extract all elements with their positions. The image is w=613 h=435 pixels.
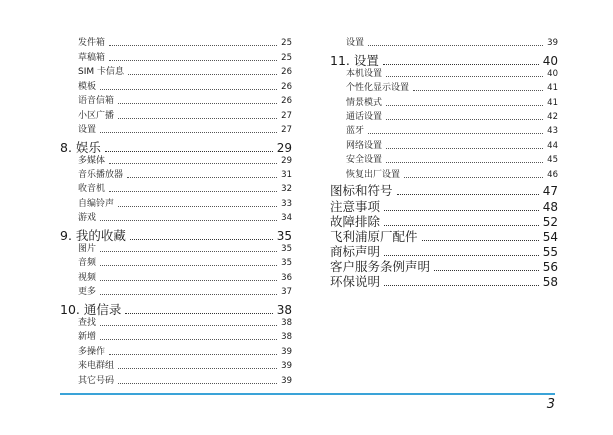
toc-entry-page-number: 29	[276, 141, 292, 155]
toc-entry-page-number: 39	[547, 38, 558, 48]
toc-entry-label: 9. 我的收藏	[60, 228, 126, 243]
toc-subsection-entry[interactable]	[330, 97, 558, 109]
toc-dot-leader	[422, 240, 539, 241]
toc-entry-label: 商标声明	[330, 244, 381, 259]
toc-entry-page-number: 56	[542, 260, 558, 274]
toc-dot-leader	[397, 194, 539, 195]
toc-dot-leader	[130, 239, 273, 240]
toc-subsection-entry[interactable]	[330, 140, 558, 152]
toc-entry-label: 发件箱	[78, 38, 106, 48]
toc-section-entry[interactable]	[60, 228, 292, 244]
toc-entry-label: 更多	[78, 287, 97, 297]
toc-dot-leader	[386, 148, 543, 149]
toc-entry-page-number: 26	[281, 96, 292, 106]
toc-dot-leader	[386, 119, 543, 120]
toc-dot-leader	[109, 45, 277, 46]
toc-entry-label: 环保说明	[330, 274, 381, 289]
toc-entry-label: 注意事项	[330, 199, 381, 214]
toc-entry-label: 查找	[78, 318, 97, 328]
toc-entry-label: 网络设置	[346, 141, 383, 151]
toc-entry-page-number: 41	[547, 98, 558, 108]
toc-entry-page-number: 48	[542, 200, 558, 214]
toc-entry-page-number: 26	[281, 82, 292, 92]
toc-entry-label: 语音信箱	[78, 96, 115, 106]
toc-dot-leader	[384, 255, 539, 256]
toc-dot-leader	[118, 383, 277, 384]
toc-subsection-entry[interactable]	[60, 360, 292, 372]
toc-entry-page-number: 38	[281, 318, 292, 328]
toc-entry-label: 多媒体	[78, 156, 106, 166]
toc-entry-label: 本机设置	[346, 69, 383, 79]
toc-entry-label: 小区广播	[78, 111, 115, 121]
toc-subsection-entry[interactable]	[60, 155, 292, 167]
toc-entry-label: 个性化显示设置	[346, 83, 410, 93]
toc-dot-leader	[118, 118, 277, 119]
toc-entry-page-number: 37	[281, 287, 292, 297]
toc-dot-leader	[118, 103, 277, 104]
toc-subsection-entry[interactable]	[60, 81, 292, 93]
toc-subsection-entry[interactable]	[330, 169, 558, 181]
toc-section-entry[interactable]	[330, 244, 558, 260]
toc-entry-page-number: 45	[547, 155, 558, 165]
toc-subsection-entry[interactable]	[60, 212, 292, 224]
toc-entry-label: 10. 通信录	[60, 302, 122, 317]
toc-dot-leader	[100, 132, 277, 133]
toc-entry-label: 客户服务条例声明	[330, 259, 431, 274]
toc-entry-page-number: 44	[547, 141, 558, 151]
toc-entry-label: 恢复出厂设置	[346, 170, 401, 180]
toc-entry-page-number: 25	[281, 53, 292, 63]
toc-entry-label: 收音机	[78, 184, 106, 194]
toc-entry-page-number: 31	[281, 170, 292, 180]
footer-rule	[60, 393, 555, 395]
toc-entry-page-number: 39	[281, 376, 292, 386]
toc-subsection-entry[interactable]	[60, 95, 292, 107]
toc-subsection-entry[interactable]	[330, 37, 558, 49]
toc-entry-page-number: 47	[542, 184, 558, 198]
toc-subsection-entry[interactable]	[60, 317, 292, 329]
toc-entry-page-number: 40	[542, 54, 558, 68]
toc-subsection-entry[interactable]	[60, 243, 292, 255]
toc-entry-page-number: 39	[281, 361, 292, 371]
toc-entry-page-number: 33	[281, 199, 292, 209]
toc-entry-label: 游戏	[78, 213, 97, 223]
toc-entry-label: 自编铃声	[78, 199, 115, 209]
toc-dot-leader	[404, 177, 543, 178]
toc-entry-label: 模板	[78, 82, 97, 92]
toc-entry-label: 来电群组	[78, 361, 115, 371]
toc-entry-page-number: 42	[547, 112, 558, 122]
toc-entry-label: 多操作	[78, 347, 106, 357]
toc-dot-leader	[128, 74, 277, 75]
toc-entry-page-number: 52	[542, 215, 558, 229]
toc-entry-label: 视频	[78, 273, 97, 283]
toc-dot-leader	[413, 90, 543, 91]
toc-entry-page-number: 46	[547, 170, 558, 180]
toc-entry-page-number: 36	[281, 273, 292, 283]
toc-subsection-entry[interactable]	[330, 125, 558, 137]
toc-entry-label: 安全设置	[346, 155, 383, 165]
toc-entry-label: 8. 娱乐	[60, 140, 101, 155]
toc-dot-leader	[109, 354, 277, 355]
toc-section-entry[interactable]	[330, 214, 558, 230]
toc-dot-leader	[434, 270, 539, 271]
toc-subsection-entry[interactable]	[330, 111, 558, 123]
toc-dot-leader	[118, 206, 277, 207]
toc-subsection-entry[interactable]	[60, 124, 292, 136]
toc-section-entry[interactable]	[330, 183, 558, 199]
toc-subsection-entry[interactable]	[60, 272, 292, 284]
toc-entry-label: 通话设置	[346, 112, 383, 122]
toc-dot-leader	[368, 45, 543, 46]
toc-subsection-entry[interactable]	[330, 154, 558, 166]
toc-entry-page-number: 55	[542, 245, 558, 259]
toc-entry-page-number: 35	[281, 244, 292, 254]
toc-entry-page-number: 54	[542, 230, 558, 244]
toc-subsection-entry[interactable]	[60, 37, 292, 49]
toc-entry-label: 其它号码	[78, 376, 115, 386]
toc-entry-label: 情景模式	[346, 98, 383, 108]
toc-entry-page-number: 27	[281, 125, 292, 135]
toc-section-entry[interactable]	[330, 259, 558, 275]
toc-dot-leader	[100, 325, 277, 326]
toc-entry-page-number: 38	[281, 332, 292, 342]
toc-section-entry[interactable]	[330, 274, 558, 290]
toc-subsection-entry[interactable]	[60, 346, 292, 358]
toc-entry-page-number: 35	[276, 229, 292, 243]
toc-section-entry[interactable]	[330, 199, 558, 215]
toc-entry-page-number: 26	[281, 67, 292, 77]
toc-dot-leader	[100, 265, 277, 266]
toc-dot-leader	[100, 294, 277, 295]
toc-entry-label: 音频	[78, 258, 97, 268]
toc-dot-leader	[368, 133, 543, 134]
toc-entry-label: 设置	[78, 125, 97, 135]
toc-subsection-entry[interactable]	[60, 183, 292, 195]
toc-dot-leader	[100, 280, 277, 281]
toc-subsection-entry[interactable]	[330, 82, 558, 94]
toc-dot-leader	[118, 368, 277, 369]
toc-entry-label: 音乐播放器	[78, 170, 124, 180]
toc-dot-leader	[100, 251, 277, 252]
toc-entry-page-number: 25	[281, 38, 292, 48]
toc-subsection-entry[interactable]	[60, 331, 292, 343]
toc-dot-leader	[386, 162, 543, 163]
toc-entry-page-number: 58	[542, 275, 558, 289]
toc-dot-leader	[125, 313, 272, 314]
toc-entry-page-number: 27	[281, 111, 292, 121]
toc-entry-label: 11. 设置	[330, 53, 379, 68]
toc-dot-leader	[100, 339, 277, 340]
toc-dot-leader	[386, 76, 543, 77]
toc-section-entry[interactable]	[60, 302, 292, 318]
toc-entry-page-number: 35	[281, 258, 292, 268]
toc-dot-leader	[109, 191, 277, 192]
toc-entry-label: SIM 卡信息	[78, 67, 124, 77]
toc-entry-page-number: 39	[281, 347, 292, 357]
toc-dot-leader	[105, 151, 273, 152]
toc-entry-label: 草稿箱	[78, 53, 106, 63]
toc-dot-leader	[384, 285, 539, 286]
toc-section-entry[interactable]	[330, 229, 558, 245]
toc-entry-label: 蓝牙	[346, 126, 365, 136]
toc-subsection-entry[interactable]	[60, 66, 292, 78]
toc-dot-leader	[109, 60, 277, 61]
toc-subsection-entry[interactable]	[330, 68, 558, 80]
toc-entry-page-number: 29	[281, 156, 292, 166]
toc-entry-page-number: 43	[547, 126, 558, 136]
toc-subsection-entry[interactable]	[60, 169, 292, 181]
toc-subsection-entry[interactable]	[60, 52, 292, 64]
toc-subsection-entry[interactable]	[60, 286, 292, 298]
toc-subsection-entry[interactable]	[60, 110, 292, 122]
toc-entry-page-number: 41	[547, 83, 558, 93]
toc-entry-page-number: 40	[547, 69, 558, 79]
toc-entry-label: 设置	[346, 38, 365, 48]
page-number: 3	[546, 397, 555, 412]
toc-entry-page-number: 38	[276, 303, 292, 317]
toc-entry-page-number: 32	[281, 184, 292, 194]
toc-dot-leader	[109, 163, 277, 164]
toc-entry-label: 新增	[78, 332, 97, 342]
toc-entry-label: 飞利浦原厂配件	[330, 229, 418, 244]
toc-subsection-entry[interactable]	[60, 198, 292, 210]
toc-dot-leader	[383, 64, 539, 65]
toc-dot-leader	[127, 177, 277, 178]
toc-dot-leader	[384, 225, 539, 226]
toc-subsection-entry[interactable]	[60, 375, 292, 387]
toc-dot-leader	[386, 105, 543, 106]
toc-subsection-entry[interactable]	[60, 257, 292, 269]
toc-entry-label: 故障排除	[330, 214, 381, 229]
toc-section-entry[interactable]	[60, 140, 292, 156]
toc-dot-leader	[100, 220, 277, 221]
toc-entry-label: 图标和符号	[330, 183, 393, 198]
toc-dot-leader	[384, 210, 539, 211]
toc-entry-label: 图片	[78, 244, 97, 254]
toc-dot-leader	[100, 89, 277, 90]
toc-section-entry[interactable]	[330, 53, 558, 69]
toc-entry-page-number: 34	[281, 213, 292, 223]
